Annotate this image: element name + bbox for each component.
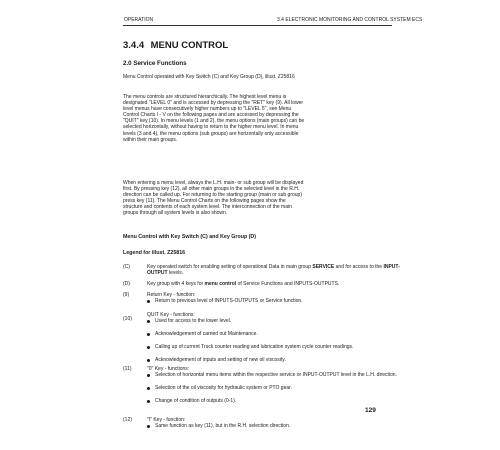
bullet-item: Acknowledgement of inputs and setting of new oil viscosity.: [147, 357, 403, 363]
bullet-item: Change of condition of outputs (0-1).: [147, 398, 403, 404]
bullet-icon: [147, 425, 150, 428]
legend-label: (D): [123, 281, 130, 287]
bullet-icon: [147, 320, 150, 323]
bullet-icon: [147, 346, 150, 349]
key-function-title: "0" Key - functions:: [147, 366, 190, 372]
intro-paragraph-1: Menu Control operated with Key Switch (C) and Key Group (D), illust. Z25816: [123, 74, 295, 80]
bullet-icon: [147, 400, 150, 403]
legend-label: (12): [123, 417, 132, 423]
legend-heading: Legend for illust. Z25816: [123, 250, 186, 256]
legend-label: (10): [123, 316, 132, 322]
key-function-title: QUIT Key - functions:: [147, 312, 195, 318]
bullet-icon: [147, 359, 150, 362]
menu-control-heading: Menu Control with Key Switch (C) and Key Group (D): [123, 234, 257, 240]
key-function-title: "I" Key - function:: [147, 417, 186, 423]
legend-text: Key group with 4 keys for menu control of Service Functions and INPUTS-OUTPUTS.: [147, 281, 340, 287]
running-header-left: OPERATION: [124, 17, 154, 23]
section-number: 3.4.4: [123, 40, 145, 51]
intro-paragraph-2: The menu controls are structured hierarchically. The highest level menu is designated "LEVEL 0" and is accessed by depressing the "RET" key (9). All lower level menus have consecutively higher numbers up to "LEVEL 5", see Menu Control Charts I - V on the following pages and are accessed by depressing the "QUIT" key (10). In menu levels (1 and 2), the menu options (main groups) can be selected horizontally, without having to return to the higher menu level. In menu levels (3 and 4), the menu options (sub groups) are horizontally only accessible within their main groups.: [123, 94, 305, 143]
bullet-item: Used for access to the lower level.: [147, 318, 403, 324]
page-number: 129: [365, 407, 376, 414]
legend-label: (11): [123, 366, 132, 372]
header-divider: [123, 25, 392, 26]
legend-label: (9): [123, 292, 130, 298]
subsection-heading: 2.0 Service Functions: [123, 60, 187, 67]
running-header-right: 3.4 ELECTRONIC MONITORING AND CONTROL SYSTEM ECS: [277, 17, 423, 23]
bullet-item: Same function as key (11), but in the R.H. selection direction.: [147, 423, 403, 429]
bullet-icon: [147, 300, 150, 303]
key-function-title: Return Key - function:: [147, 292, 196, 298]
bullet-icon: [147, 387, 150, 390]
bullet-item: Acknowledgement of carried out Maintenance.: [147, 331, 403, 337]
section-title: MENU CONTROL: [150, 40, 229, 51]
legend-label: (C): [123, 264, 130, 270]
bullet-icon: [147, 333, 150, 336]
bullet-icon: [147, 374, 150, 377]
section-heading: [123, 40, 228, 51]
bullet-item: Selection of the oil viscosity for hydraulic system or PTO gear.: [147, 385, 403, 391]
bullet-item: Return to previous level of INPUTS-OUTPUTS or Service function.: [147, 298, 403, 304]
intro-paragraph-3: When entering a menu level, always the L.H. main- or sub group will be displayed first. By pressing key (12), all other main groups in the selected level in the R.H. direction can be called up. For returning to the starting group (main or sub group) press key (11). The Menu Control Charts on the following pages show the structure and contents of each system level. The interconnection of the main groups through all system levels is also shown.: [123, 180, 304, 217]
bullet-item: Selection of horizontal menu items within the respective service or INPUT-OUTPUT level in the L.H. direction.: [147, 372, 403, 378]
legend-text: Key operated switch for enabling setting of operational Data in main group SERVICE and for access to the INPUT-OUTPUT levels.: [147, 264, 400, 277]
bullet-item: Calling up of current Truck counter reading and lubrication system cycle counter readings.: [147, 344, 403, 350]
